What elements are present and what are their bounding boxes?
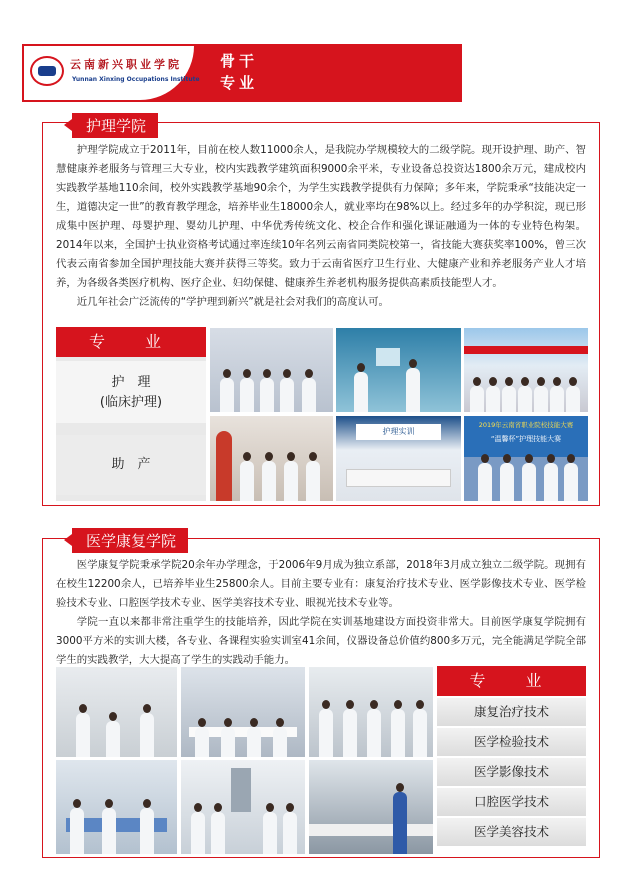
medrehab-photo-anatomy	[56, 667, 177, 757]
nursing-major-item	[56, 361, 206, 423]
medrehab-major-item: 医学影像技术	[437, 758, 586, 786]
nursing-competition-banner: 2019年云南省职业院校技能大赛	[478, 421, 574, 429]
medrehab-major-item: 康复治疗技术	[437, 698, 586, 726]
nursing-photo-group	[464, 328, 588, 412]
nursing-paragraph-2: 近几年社会广泛流传的“学护理到新兴”就是社会对我们的高度认可。	[76, 296, 389, 308]
medrehab-major-item: 医学检验技术	[437, 728, 586, 756]
nursing-photo-anatomy	[210, 416, 333, 501]
medrehab-paragraph-1: 医学康复学院秉承学院20余年办学理念，于2006年9月成为独立系部，2018年3月成立独立二级学院。现拥有在校生12200余人，已培养毕业生25800余人。目前主要专业有：康复治疗技术专业、医学影像技术专业、医学检验技术专业、口腔医学技术专业、医学美容技术专业、眼视光技术专业等。	[56, 559, 586, 609]
nursing-photo-training-room	[336, 416, 461, 501]
medrehab-photo-lab-teacher	[309, 760, 433, 854]
school-name-cn: 云南新兴职业学院	[70, 58, 182, 71]
medrehab-photo-training	[309, 667, 433, 757]
medrehab-photo-ward	[56, 760, 177, 854]
nursing-screen-label: 护理实训	[356, 424, 441, 440]
nursing-major-item: 助 产	[56, 435, 206, 495]
medrehab-majors-panel	[437, 666, 586, 854]
medrehab-photo-imaging	[181, 760, 305, 854]
medrehab-section-title: 医学康复学院	[72, 528, 188, 553]
medrehab-major-item: 口腔医学技术	[437, 788, 586, 816]
medrehab-photo-microscope-lab	[181, 667, 305, 757]
medrehab-paragraph-2: 学院一直以来都非常注重学生的技能培养，因此学院在实训基地建设方面投资非常大。目前医学康复学院拥有3000平方米的实训大楼，各专业、各课程实验实训室41余间，仪器设备总价值约800多万元，完全能满足学院全部学生的实践教学，大大提高了学生的实践动手能力。	[56, 616, 586, 666]
nursing-majors-panel	[56, 327, 206, 501]
header-tag-line1: 骨干	[219, 52, 258, 70]
nursing-photo-classroom	[210, 328, 333, 412]
header-tag	[215, 50, 263, 94]
nursing-major-1-sub: (临床护理)	[99, 395, 163, 410]
nursing-section-title: 护理学院	[72, 113, 158, 138]
school-logo-icon	[30, 56, 64, 86]
page-header	[0, 44, 640, 104]
nursing-photo-lab	[336, 328, 461, 412]
header-tag-line2: 专业	[219, 74, 258, 92]
nursing-major-1-name: 护 理	[111, 375, 151, 390]
nursing-majors-heading: 专 业	[56, 327, 206, 357]
school-name-en: Yunnan Xinxing Occupations Institute	[72, 76, 200, 83]
medrehab-majors-heading: 专 业	[437, 666, 586, 696]
nursing-photo-competition	[464, 416, 588, 501]
nursing-competition-subbanner: “温馨杯”护理技能大赛	[490, 435, 562, 443]
nursing-paragraph-1: 护理学院成立于2011年，目前在校人数11000余人，是我院办学规模较大的二级学院。现开设护理、助产、智慧健康养老服务与管理三大专业，校内实践教学建筑面积9000余平米，专业设备总投资达1800余万元，建成校内实践教学基地110余间，校外实践教学基地90余个，为学生实践教学提供有力保障；多年来，学院秉承“技能决定一生，道德决定一世”的教育教学理念，培养毕业生18000余人，就业率均在98%以上。经过多年的办学积淀，现已形成集中医护理、母婴护理、婴幼儿护理、中华优秀传统文化、校企合作和强化课证融通为一体的专业特色构架。2014年以来，全国护士执业资格考试通过率连续10年名列云南省同类院校第一，省技能大赛获奖率100%，曾三次代表云南省参加全国护理技能大赛并获得三等奖。致力于云南省医疗卫生行业、大健康产业和养老服务产业人才培养，为各级各类医疗机构、医疗企业、妇幼保健、健康养生养老机构服务提供高素质技能型人才。	[56, 144, 586, 289]
medrehab-major-item: 医学美容技术	[437, 818, 586, 846]
